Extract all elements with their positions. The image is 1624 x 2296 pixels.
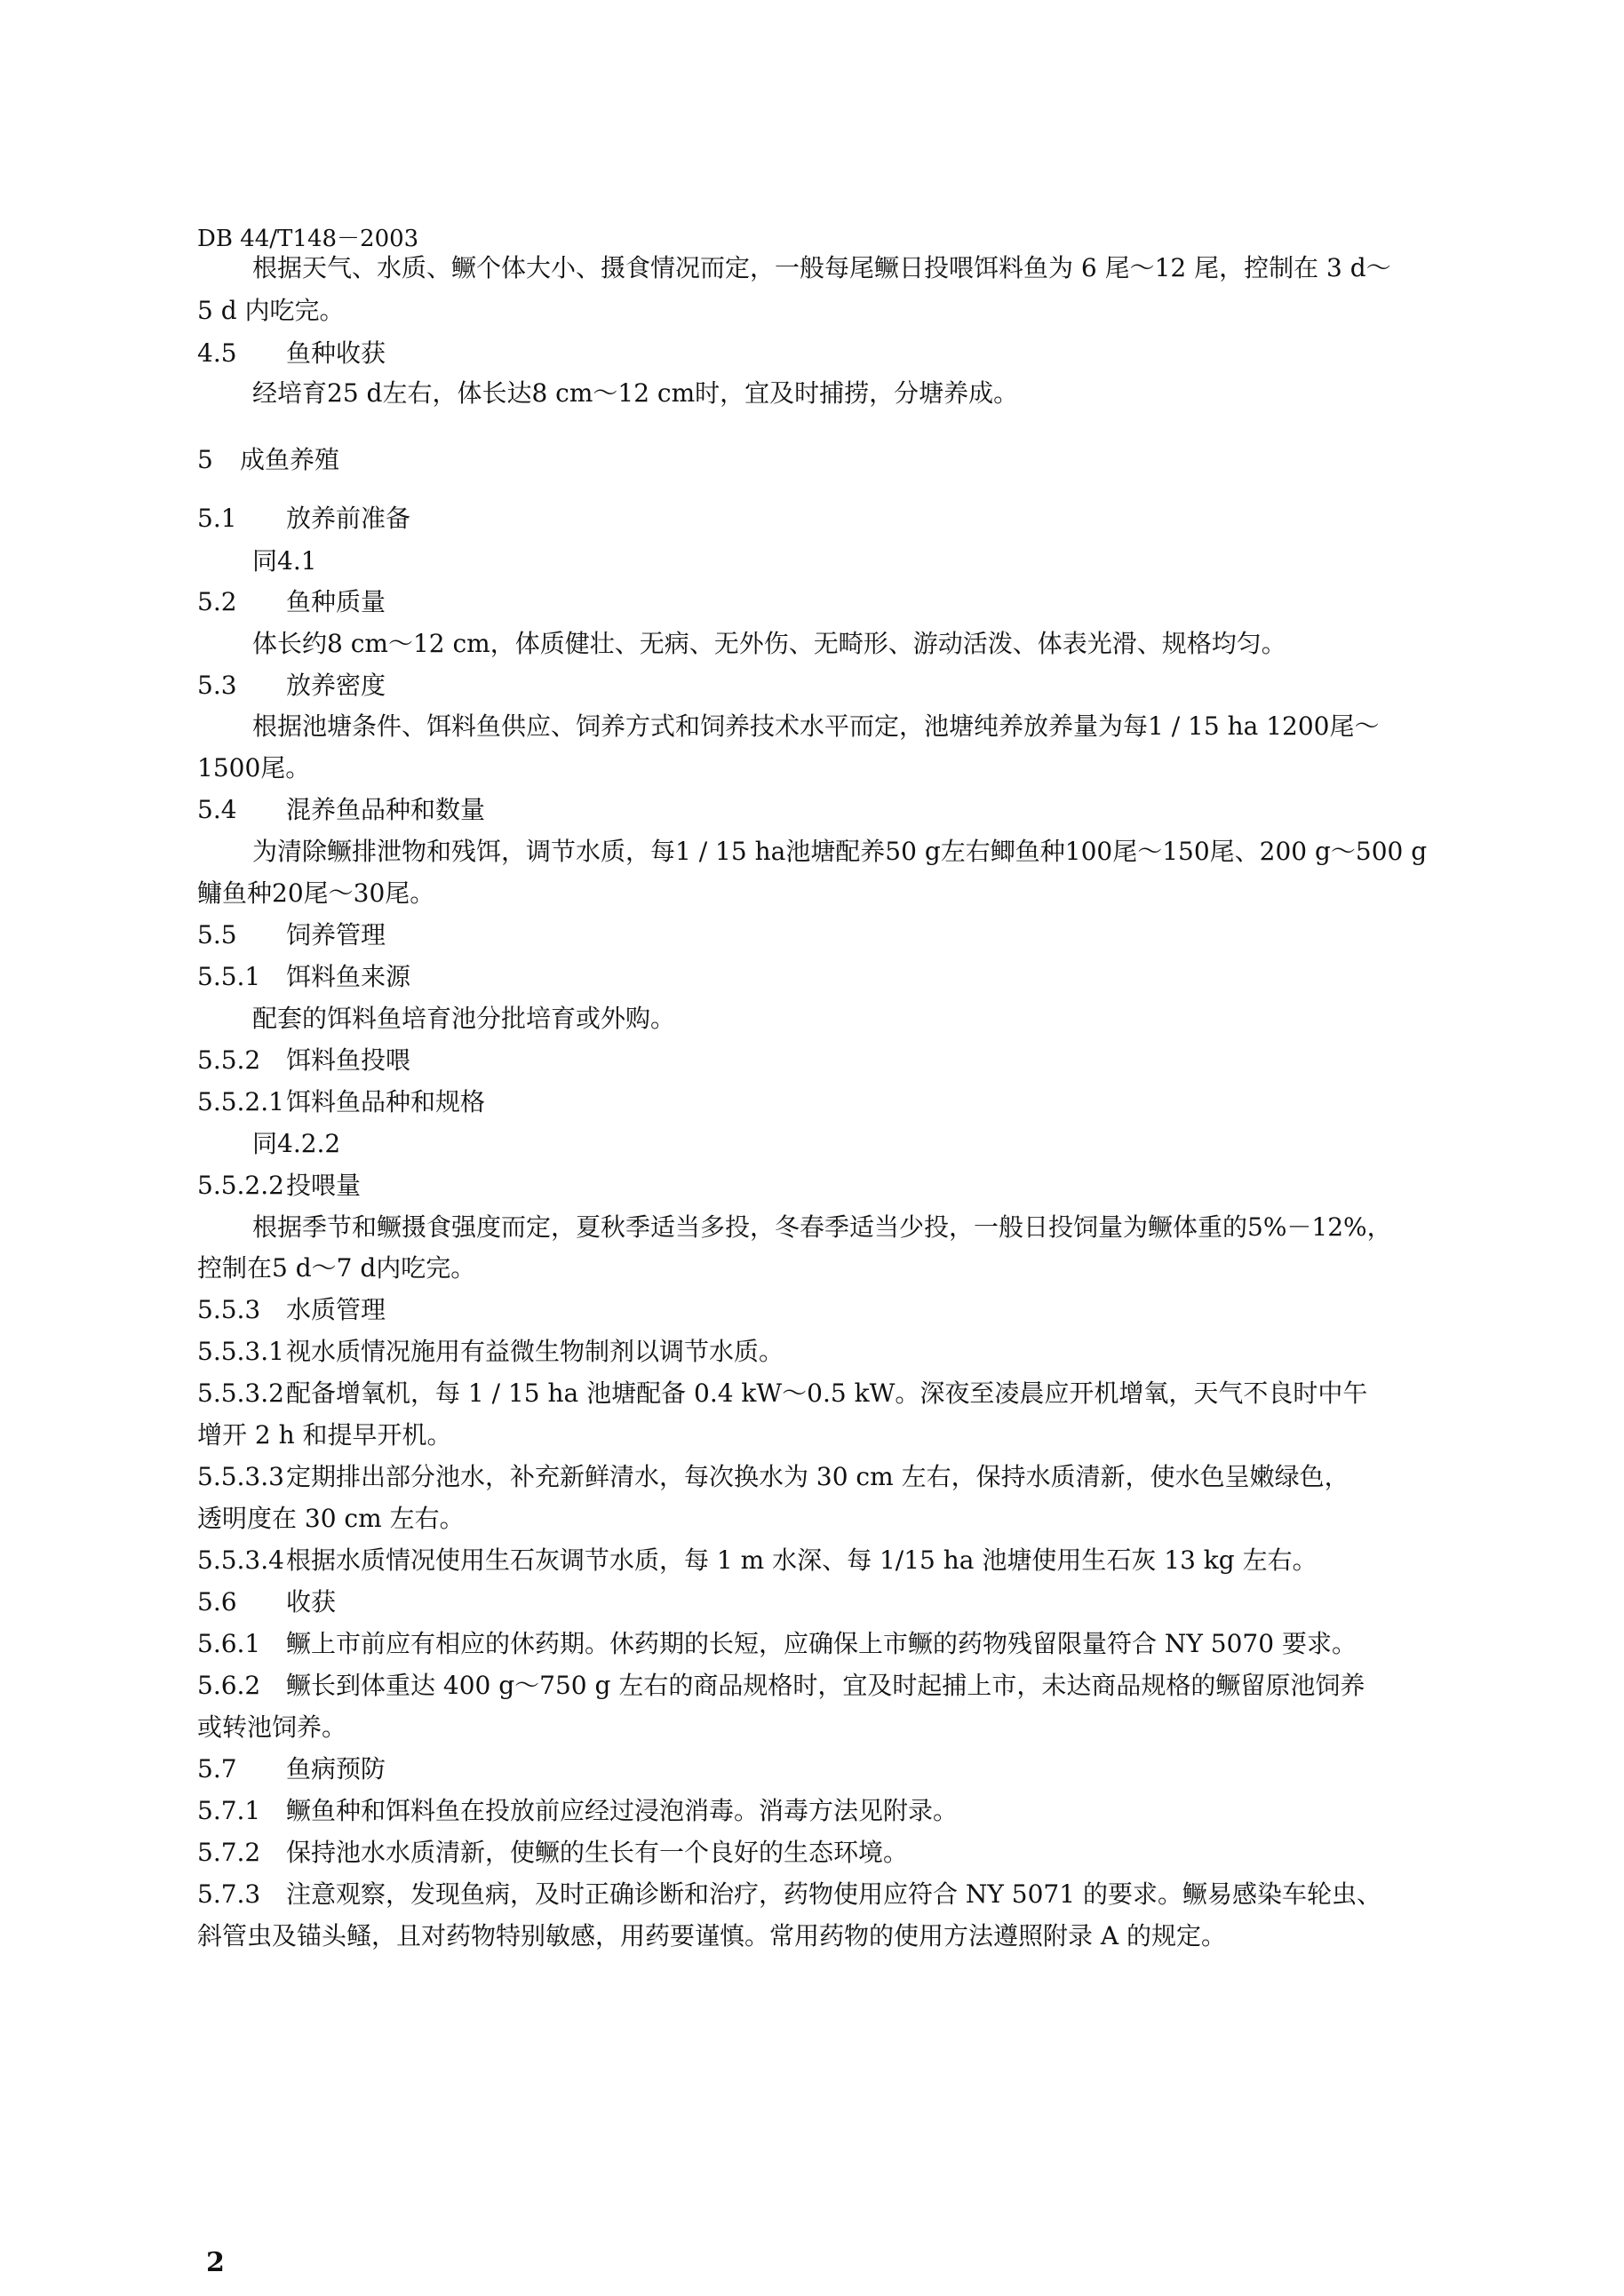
- text-line: 5.7.1 鳜鱼种和饵料鱼在投放前应经过浸泡消毒。消毒方法见附录。: [197, 1796, 959, 1825]
- text-line: 同4.2.2: [252, 1129, 341, 1158]
- document-code-header: DB 44/T148－2003: [197, 226, 419, 252]
- section-heading: 5.5.2 饵料鱼投喂: [197, 1045, 411, 1075]
- section-heading: 5.2 鱼种质量: [197, 587, 386, 616]
- text-line: 5.5.3.3定期排出部分池水，补充新鲜清水，每次换水为 30 cm 左右，保持水质清新，使水色呈嫩绿色，: [197, 1462, 1349, 1491]
- text-line: 鳙鱼种20尾～30尾。: [197, 878, 435, 908]
- section-heading: 5.4 混养鱼品种和数量: [197, 795, 486, 824]
- text-line: 5.7.2 保持池水水质清新，使鳜的生长有一个良好的生态环境。: [197, 1838, 909, 1867]
- text-line: 体长约8 cm～12 cm，体质健壮、无病、无外伤、无畸形、游动活泼、体表光滑、规格均匀。: [252, 629, 1286, 658]
- text-line: 斜管虫及锚头鳋，且对药物特别敏感，用药要谨慎。常用药物的使用方法遵照附录 A 的规定。: [197, 1921, 1227, 1950]
- section-heading: 5.5.2.2投喂量: [197, 1171, 362, 1200]
- section-heading: 5.5.2.1饵料鱼品种和规格: [197, 1087, 486, 1116]
- section-heading: 5 成鱼养殖: [197, 445, 340, 474]
- section-heading: 5.5.3 水质管理: [197, 1295, 386, 1324]
- text-line: 5.7.3 注意观察，发现鱼病，及时正确诊断和治疗，药物使用应符合 NY 5071 的要求。鳜易感染车轮虫、: [197, 1879, 1381, 1909]
- section-heading: 5.5.1 饵料鱼来源: [197, 962, 411, 991]
- text-line: 同4.1: [252, 546, 317, 576]
- text-line: 根据池塘条件、饵料鱼供应、饲养方式和饲养技术水平而定，池塘纯养放养量为每1 / 15 ha 1200尾～: [252, 711, 1380, 741]
- section-heading: 5.5 饲养管理: [197, 920, 386, 949]
- section-heading: 5.7 鱼病预防: [197, 1754, 386, 1784]
- text-line: 5.5.3.2配备增氧机，每 1 / 15 ha 池塘配备 0.4 kW～0.5 kW。深夜至凌晨应开机增氧，天气不良时中午: [197, 1378, 1368, 1408]
- section-heading: 4.5 鱼种收获: [197, 338, 386, 368]
- text-line: 或转池饲养。: [197, 1712, 347, 1742]
- text-line: 控制在5 d～7 d内吃完。: [197, 1253, 476, 1283]
- text-line: 5.5.3.1视水质情况施用有益微生物制剂以调节水质。: [197, 1337, 784, 1366]
- text-line: 配套的饵料鱼培育池分批培育或外购。: [252, 1004, 676, 1033]
- text-line: 1500尾。: [197, 753, 311, 783]
- text-line: 5 d 内吃完。: [197, 296, 345, 325]
- text-line: 透明度在 30 cm 左右。: [197, 1504, 465, 1533]
- text-line: 根据天气、水质、鳜个体大小、摄食情况而定，一般每尾鳜日投喂饵料鱼为 6 尾～12 尾，控制在 3 d～: [252, 253, 1391, 282]
- section-heading: 5.6 收获: [197, 1587, 337, 1617]
- text-line: 5.6.1 鳜上市前应有相应的休药期。休药期的长短，应确保上市鳜的药物残留限量符合 NY 5070 要求。: [197, 1629, 1357, 1658]
- text-line: 5.5.3.4根据水质情况使用生石灰调节水质，每 1 m 水深、每 1/15 ha 池塘使用生石灰 13 kg 左右。: [197, 1545, 1318, 1575]
- text-line: 增开 2 h 和提早开机。: [197, 1420, 452, 1450]
- page-number: 2: [206, 2247, 225, 2278]
- section-heading: 5.3 放养密度: [197, 671, 386, 700]
- text-line: 根据季节和鳜摄食强度而定，夏秋季适当多投，冬春季适当少投，一般日投饲量为鳜体重的5%－12%，: [252, 1212, 1392, 1242]
- text-line: 5.6.2 鳜长到体重达 400 g～750 g 左右的商品规格时，宜及时起捕上市，未达商品规格的鳜留原池饲养: [197, 1671, 1365, 1700]
- text-line: 经培育25 d左右，体长达8 cm～12 cm时，宜及时捕捞，分塘养成。: [252, 378, 1019, 408]
- text-line: 为清除鳜排泄物和残饵，调节水质，每1 / 15 ha池塘配养50 g左右鲫鱼种100尾～150尾、200 g～500 g: [252, 837, 1428, 866]
- section-heading: 5.1 放养前准备: [197, 504, 411, 533]
